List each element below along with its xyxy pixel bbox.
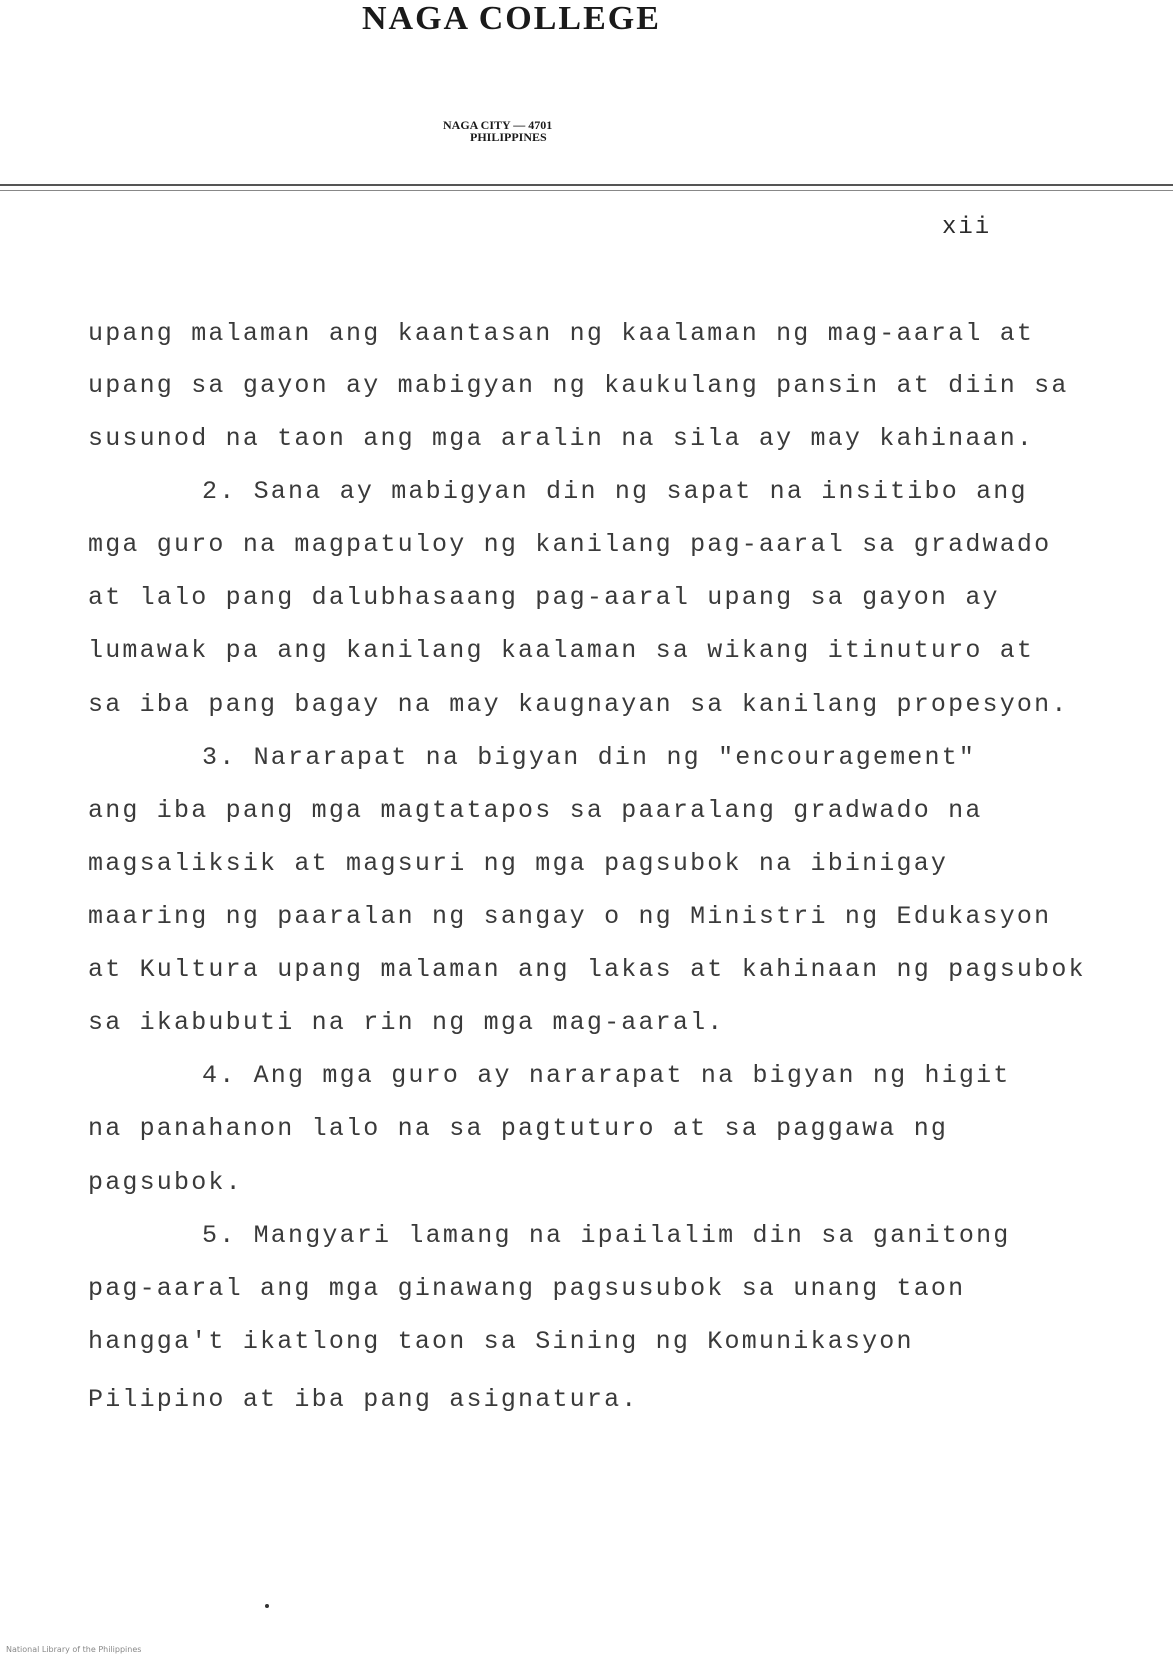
- institution-name: NAGA COLLEGE: [362, 0, 661, 37]
- institution-city: NAGA CITY — 4701: [443, 118, 553, 132]
- text-line: hangga't ikatlong taon sa Sining ng Komunikasyon: [88, 1327, 914, 1356]
- page-number: xii: [942, 214, 992, 241]
- scan-speck: [265, 1604, 269, 1608]
- text-line: 5. Mangyari lamang na ipailalim din sa ganitong: [202, 1221, 1011, 1250]
- text-line: na panahanon lalo na sa pagtuturo at sa paggawa ng: [88, 1114, 949, 1143]
- text-line: lumawak pa ang kanilang kaalaman sa wikang itinuturo at: [88, 636, 1035, 665]
- text-line: 2. Sana ay mabigyan din ng sapat na insitibo ang: [202, 477, 1028, 506]
- text-line: Pilipino at iba pang asignatura.: [88, 1385, 639, 1414]
- text-line: sa iba pang bagay na may kaugnayan sa kanilang propesyon.: [88, 690, 1069, 719]
- text-line: at Kultura upang malaman ang lakas at kahinaan ng pagsubok: [88, 955, 1086, 984]
- text-line: magsaliksik at magsuri ng mga pagsubok na ibinigay: [88, 849, 949, 878]
- text-line: ang iba pang mga magtatapos sa paaralang gradwado na: [88, 796, 983, 825]
- text-line: 4. Ang mga guro ay nararapat na bigyan ng higit: [202, 1061, 1011, 1090]
- text-line: 3. Nararapat na bigyan din ng "encouragement": [202, 743, 977, 772]
- institution-country: PHILIPPINES: [470, 130, 547, 144]
- text-line: pagsubok.: [88, 1168, 243, 1197]
- text-line: at lalo pang dalubhasaang pag-aaral upang sa gayon ay: [88, 583, 1000, 612]
- text-line: upang sa gayon ay mabigyan ng kaukulang pansin at diin sa: [88, 371, 1069, 400]
- scan-footer: National Library of the Philippines: [6, 1645, 142, 1654]
- text-line: pag-aaral ang mga ginawang pagsusubok sa unang taon: [88, 1274, 966, 1303]
- text-line: sa ikabubuti na rin ng mga mag-aaral.: [88, 1008, 725, 1037]
- text-line: upang malaman ang kaantasan ng kaalaman ng mag-aaral at: [88, 319, 1035, 348]
- text-line: mga guro na magpatuloy ng kanilang pag-aaral sa gradwado: [88, 530, 1052, 559]
- text-line: susunod na taon ang mga aralin na sila ay may kahinaan.: [88, 424, 1035, 453]
- header-rule-thin: [0, 190, 1173, 191]
- header-rule: [0, 184, 1173, 186]
- text-line: maaring ng paaralan ng sangay o ng Ministri ng Edukasyon: [88, 902, 1052, 931]
